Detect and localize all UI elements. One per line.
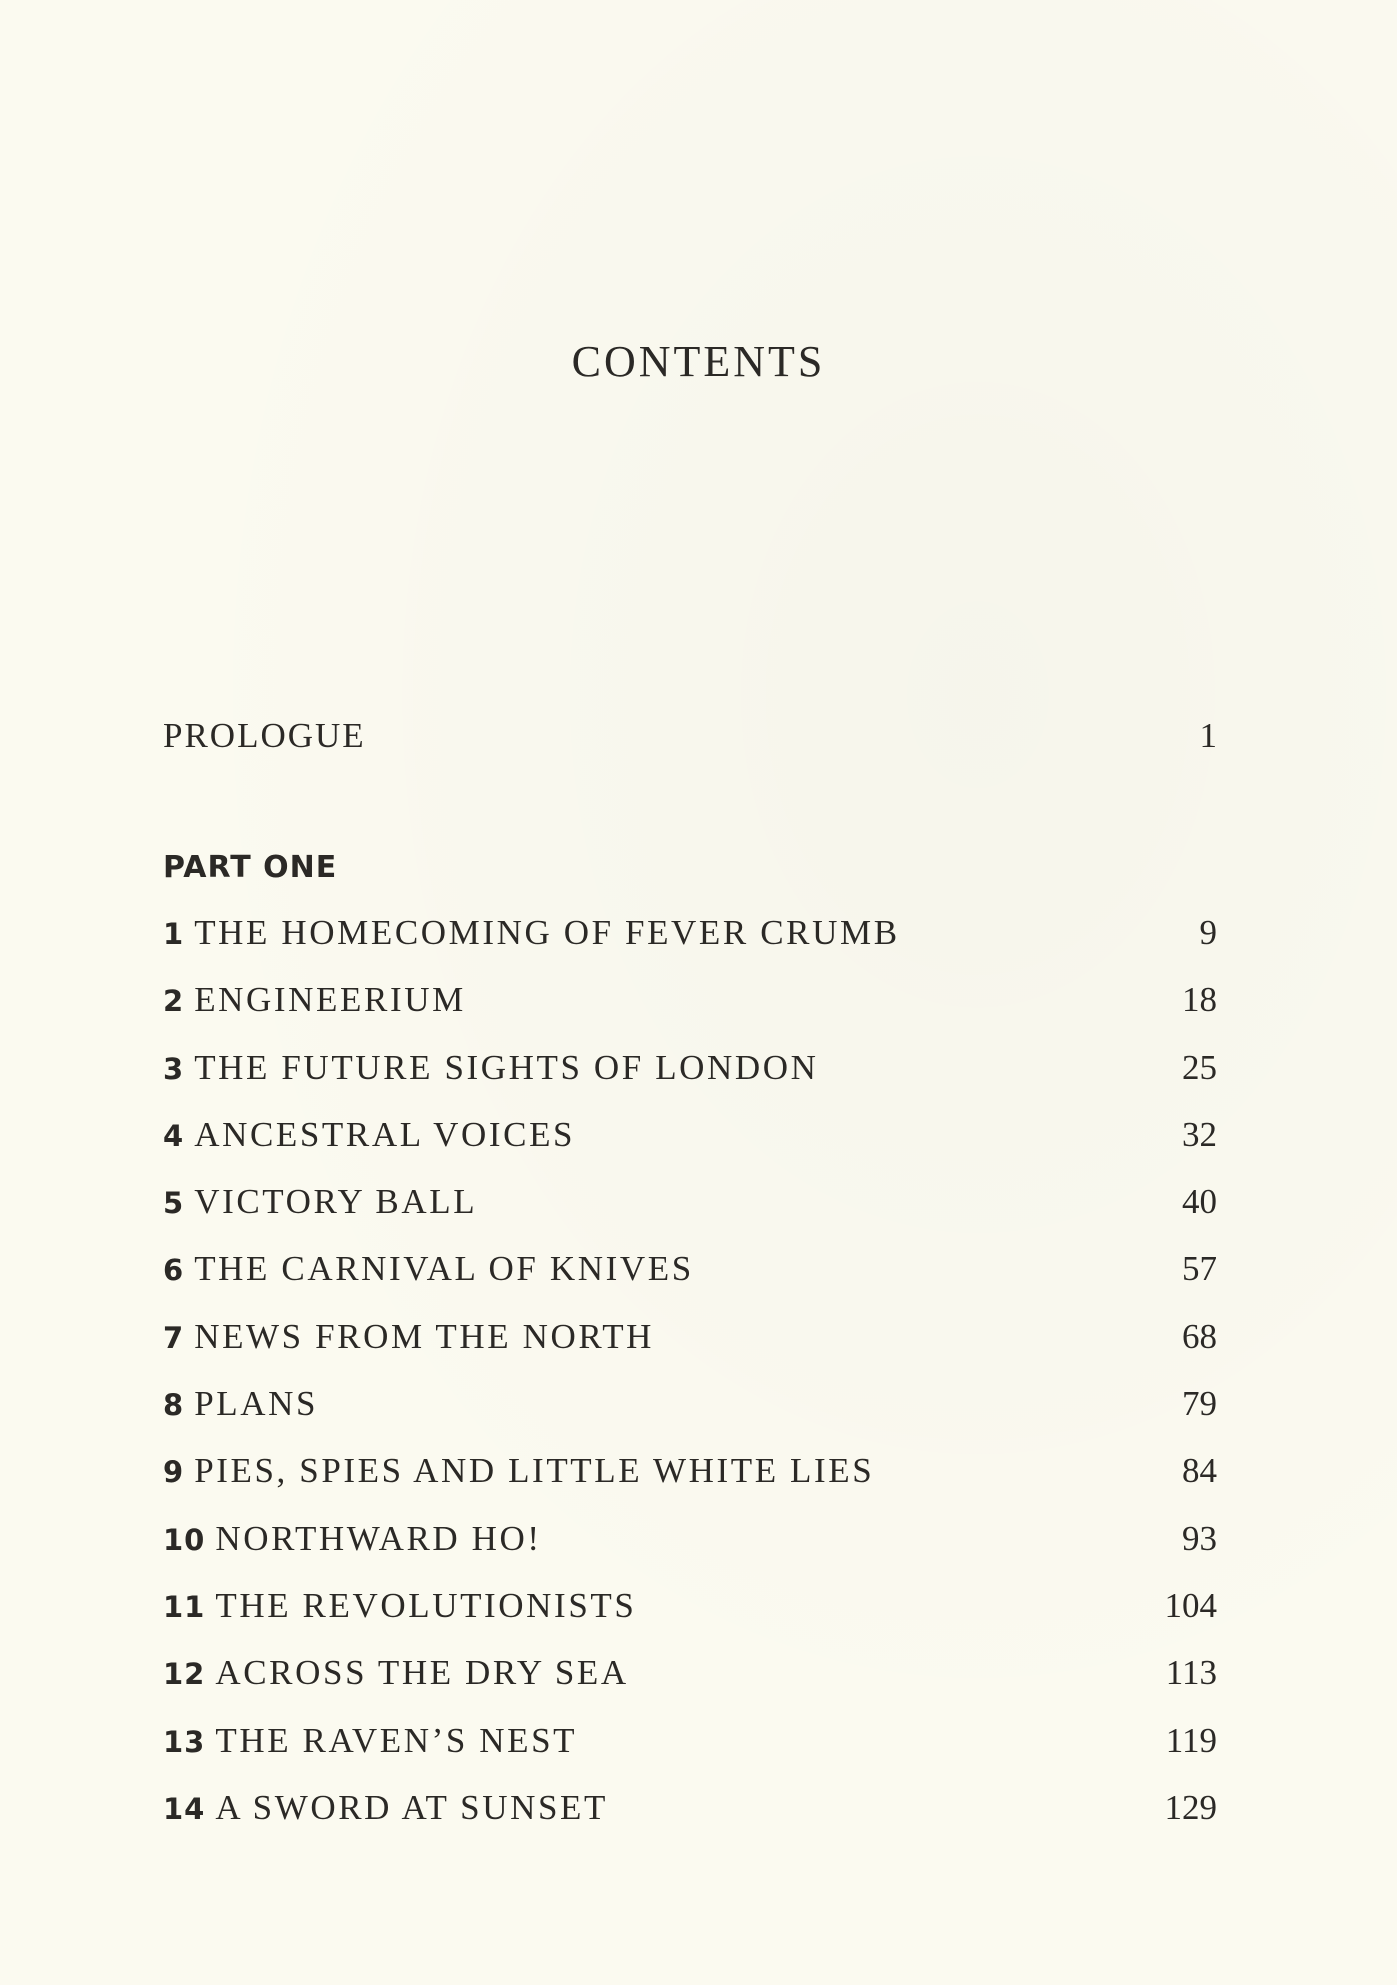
chapter-number: 1 bbox=[163, 917, 185, 951]
chapter-number: 8 bbox=[163, 1388, 185, 1423]
chapter-number: 4 bbox=[163, 1118, 185, 1153]
page-title: CONTENTS bbox=[571, 337, 826, 386]
chapter-row bbox=[163, 976, 1217, 1043]
chapter-row bbox=[163, 1447, 1217, 1514]
chapter-number: 7 bbox=[163, 1320, 185, 1355]
chapter-number: 12 bbox=[163, 1657, 206, 1692]
chapter-page-number: 9 bbox=[1199, 913, 1217, 952]
chapter-title: THE REVOLUTIONISTS bbox=[215, 1585, 637, 1625]
toc-prologue-row bbox=[163, 712, 1217, 760]
chapter-row bbox=[163, 1515, 1217, 1582]
chapter-number: 13 bbox=[163, 1724, 206, 1759]
chapter-page-number: 113 bbox=[1165, 1653, 1217, 1693]
chapter-entry bbox=[163, 1649, 629, 1704]
chapter-row bbox=[163, 1245, 1217, 1312]
chapter-page-number: 104 bbox=[1164, 1585, 1217, 1625]
chapter-title: ACROSS THE DRY SEA bbox=[215, 1653, 629, 1693]
chapter-title: THE FUTURE SIGHTS OF LONDON bbox=[194, 1047, 819, 1087]
chapter-entry bbox=[163, 1178, 477, 1233]
chapter-page-number: 84 bbox=[1182, 1451, 1217, 1491]
chapter-list bbox=[163, 909, 1217, 1851]
chapter-row bbox=[163, 1380, 1217, 1447]
chapter-page-number: 68 bbox=[1182, 1316, 1217, 1356]
chapter-row bbox=[163, 1582, 1217, 1649]
chapter-title: ANCESTRAL VOICES bbox=[194, 1114, 576, 1154]
chapter-entry bbox=[163, 1044, 819, 1099]
chapter-row bbox=[163, 1649, 1217, 1716]
chapter-row bbox=[163, 1111, 1217, 1178]
chapter-entry bbox=[163, 1717, 577, 1772]
chapter-title: PIES, SPIES AND LITTLE WHITE LIES bbox=[194, 1451, 875, 1491]
chapter-title: NEWS FROM THE NORTH bbox=[194, 1316, 655, 1356]
chapter-title: ENGINEERIUM bbox=[194, 980, 466, 1020]
chapter-number: 2 bbox=[163, 984, 185, 1019]
chapter-row bbox=[163, 909, 1217, 976]
chapter-row bbox=[163, 1717, 1217, 1784]
chapter-page-number: 129 bbox=[1164, 1787, 1217, 1827]
chapter-entry bbox=[163, 1313, 654, 1368]
chapter-number: 10 bbox=[163, 1522, 206, 1557]
chapter-entry bbox=[163, 1784, 608, 1839]
chapter-title: A SWORD AT SUNSET bbox=[215, 1787, 609, 1827]
chapter-page-number: 57 bbox=[1182, 1249, 1217, 1289]
part-heading: PART ONE bbox=[163, 850, 338, 885]
chapter-page-number: 40 bbox=[1182, 1182, 1217, 1222]
chapter-entry bbox=[163, 1447, 874, 1502]
chapter-row bbox=[163, 1784, 1217, 1851]
chapter-number: 11 bbox=[163, 1589, 206, 1624]
chapter-entry bbox=[163, 1111, 575, 1166]
chapter-entry bbox=[163, 1515, 542, 1570]
chapter-row bbox=[163, 1178, 1217, 1245]
prologue-label: PROLOGUE bbox=[163, 716, 366, 755]
chapter-page-number: 18 bbox=[1182, 980, 1217, 1020]
chapter-row bbox=[163, 1313, 1217, 1380]
chapter-page-number: 25 bbox=[1182, 1047, 1217, 1087]
chapter-entry bbox=[163, 1245, 694, 1300]
chapter-number: 6 bbox=[163, 1253, 185, 1288]
prologue-page-number: 1 bbox=[1199, 716, 1217, 755]
chapter-page-number: 79 bbox=[1182, 1384, 1217, 1424]
chapter-number: 3 bbox=[163, 1051, 185, 1086]
chapter-entry bbox=[163, 976, 466, 1031]
chapter-entry bbox=[163, 909, 900, 964]
chapter-title: THE CARNIVAL OF KNIVES bbox=[194, 1249, 694, 1289]
chapter-title: THE HOMECOMING OF FEVER CRUMB bbox=[194, 913, 900, 952]
chapter-title: VICTORY BALL bbox=[194, 1182, 478, 1222]
chapter-page-number: 32 bbox=[1182, 1114, 1217, 1154]
chapter-row bbox=[163, 1044, 1217, 1111]
chapter-number: 14 bbox=[163, 1791, 206, 1826]
chapter-title: THE RAVEN’S NEST bbox=[215, 1720, 578, 1760]
chapter-title: NORTHWARD HO! bbox=[215, 1518, 542, 1558]
chapter-number: 9 bbox=[163, 1455, 185, 1490]
chapter-page-number: 119 bbox=[1165, 1720, 1217, 1760]
chapter-entry bbox=[163, 1582, 636, 1637]
chapter-entry bbox=[163, 1380, 318, 1435]
chapter-number: 5 bbox=[163, 1186, 185, 1221]
chapter-page-number: 93 bbox=[1182, 1518, 1217, 1558]
chapter-title: PLANS bbox=[194, 1384, 319, 1424]
